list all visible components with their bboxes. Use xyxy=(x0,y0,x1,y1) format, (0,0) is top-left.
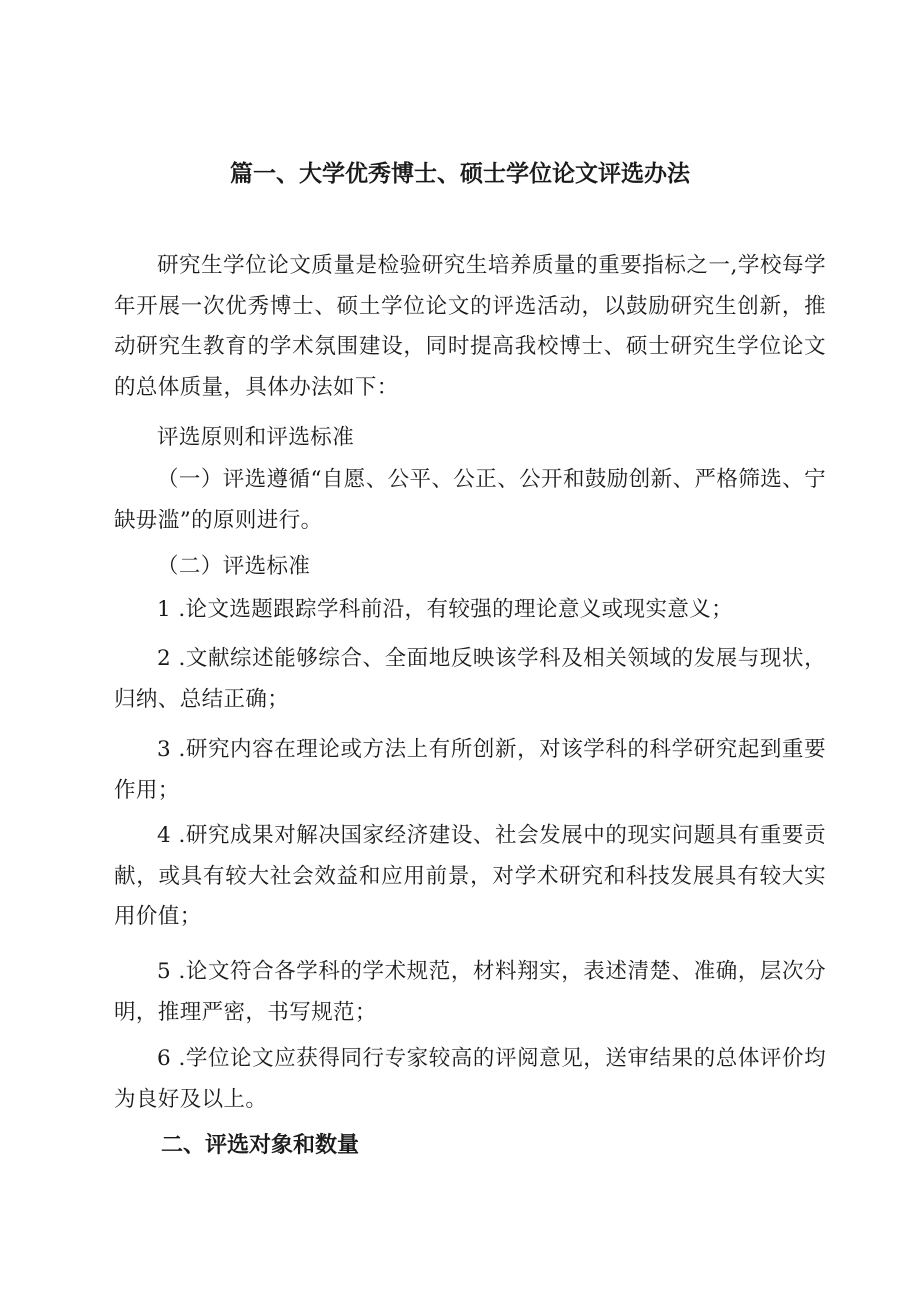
standard-item-text: 3 .研究内容在理论或方法上有所创新，对该学科的科学研究起到重要作用； xyxy=(114,737,826,803)
standard-item-3 xyxy=(114,730,826,811)
standard-item-4 xyxy=(114,816,826,938)
document-title: 篇一、大学优秀博士、硕士学位论文评选办法 xyxy=(230,161,690,187)
standard-item-2 xyxy=(114,639,826,720)
standard-item-6 xyxy=(114,1039,826,1120)
section1-block xyxy=(114,418,826,459)
principle-text: （一）评选遵循“自愿、公平、公正、公开和鼓励创新、严格筛选、宁缺毋滥”的原则进行。 xyxy=(114,467,826,533)
standards-heading-block xyxy=(114,547,826,588)
intro-paragraph xyxy=(114,246,826,408)
standard-item-5 xyxy=(114,952,826,1033)
section2-heading: 二、评选对象和数量 xyxy=(161,1133,360,1158)
standard-item-text: 4 .研究成果对解决国家经济建设、社会发展中的现实问题具有重要贡献，或具有较大社会效益和应用前景，对学术研究和科技发展具有较大实用价值； xyxy=(114,823,826,929)
principle-block xyxy=(114,460,826,541)
standard-item-text: 5 .论文符合各学科的学术规范，材料翔实，表述清楚、准确，层次分明，推理严密，书写规范； xyxy=(114,959,826,1025)
section1-heading: 评选原则和评选标准 xyxy=(157,425,355,450)
standard-item-text: 2 .文献综述能够综合、全面地反映该学科及相关领域的发展与现状，归纳、总结正确； xyxy=(114,646,826,712)
standard-item-1 xyxy=(114,590,826,631)
intro-text: 研究生学位论文质量是检验研究生培养质量的重要指标之一,学校每学年开展一次优秀博士、硕土学位论文的评选活动，以鼓励研究生创新，推动研究生教育的学术氛围建设，同时提高我校博士、硕士研究生学位论文的总体质量，具体办法如下： xyxy=(114,253,826,400)
standards-heading: （二）评选标准 xyxy=(157,554,311,579)
standard-item-text: 1 .论文选题跟踪学科前沿，有较强的理论意义或现实意义； xyxy=(157,597,734,622)
standard-item-text: 6 .学位论文应获得同行专家较高的评阅意见，送审结果的总体评价均为良好及以上。 xyxy=(114,1046,826,1112)
